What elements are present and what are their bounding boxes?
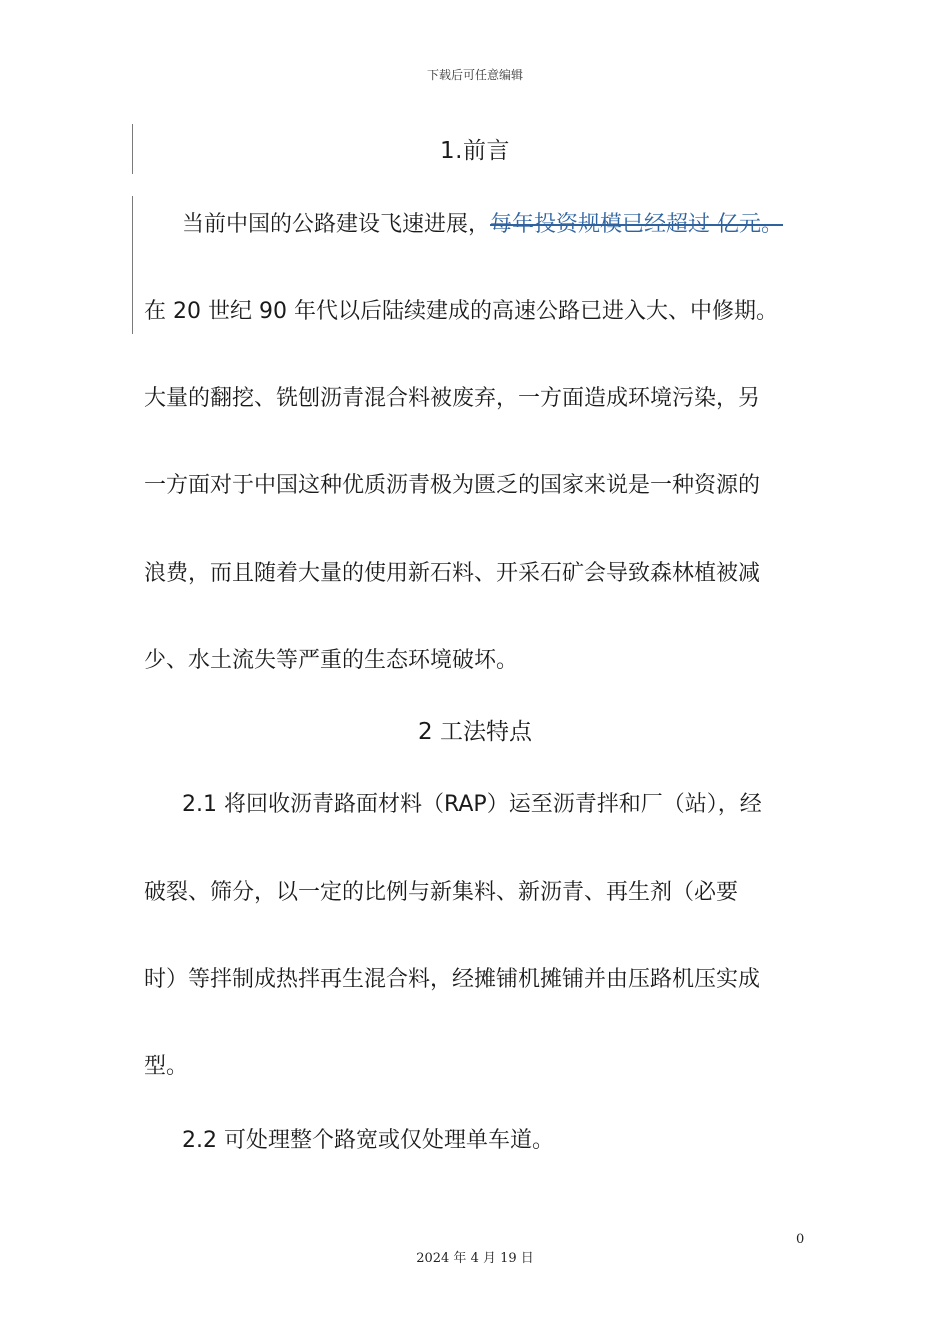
page-footer-date: 2024 年 4 月 19 日 bbox=[416, 1251, 534, 1266]
section-heading-features: 2 工法特点 bbox=[418, 719, 532, 745]
paragraph-line: 浪费，而且随着大量的使用新石料、开采石矿会导致森林植被减 bbox=[144, 561, 761, 586]
paragraph-line: 时）等拌制成热拌再生混合料，经摊铺机摊铺并由压路机压实成 bbox=[144, 967, 761, 992]
paragraph-line: 在 20 世纪 90 年代以后陆续建成的高速公路已进入大、中修期。 bbox=[144, 299, 778, 324]
revision-change-bar bbox=[132, 196, 133, 334]
text-run: 当前中国的公路建设飞速进展， bbox=[182, 212, 491, 237]
paragraph-line: 少、水土流失等严重的生态环境破坏。 bbox=[144, 648, 519, 673]
paragraph-line: 2.2 可处理整个路宽或仅处理单车道。 bbox=[182, 1128, 554, 1153]
paragraph-line: 一方面对于中国这种优质沥青极为匮乏的国家来说是一种资源的 bbox=[144, 473, 761, 498]
paragraph-line: 破裂、筛分，以一定的比例与新集料、新沥青、再生剂（必要 bbox=[144, 880, 739, 905]
section-heading-intro: 1.前言 bbox=[440, 138, 510, 164]
paragraph-line bbox=[182, 208, 862, 242]
paragraph-line: 大量的翻挖、铣刨沥青混合料被废弃，一方面造成环境污染，另 bbox=[144, 386, 761, 411]
paragraph-line: 2.1 将回收沥青路面材料（RAP）运至沥青拌和厂（站），经 bbox=[182, 792, 762, 817]
page-header: 下载后可任意编辑 bbox=[426, 68, 523, 82]
paragraph-line: 型。 bbox=[144, 1054, 189, 1079]
page-number: 0 bbox=[796, 1232, 805, 1247]
tracked-deletion[interactable]: 每年投资规模已经超过 亿元。 bbox=[490, 212, 784, 237]
